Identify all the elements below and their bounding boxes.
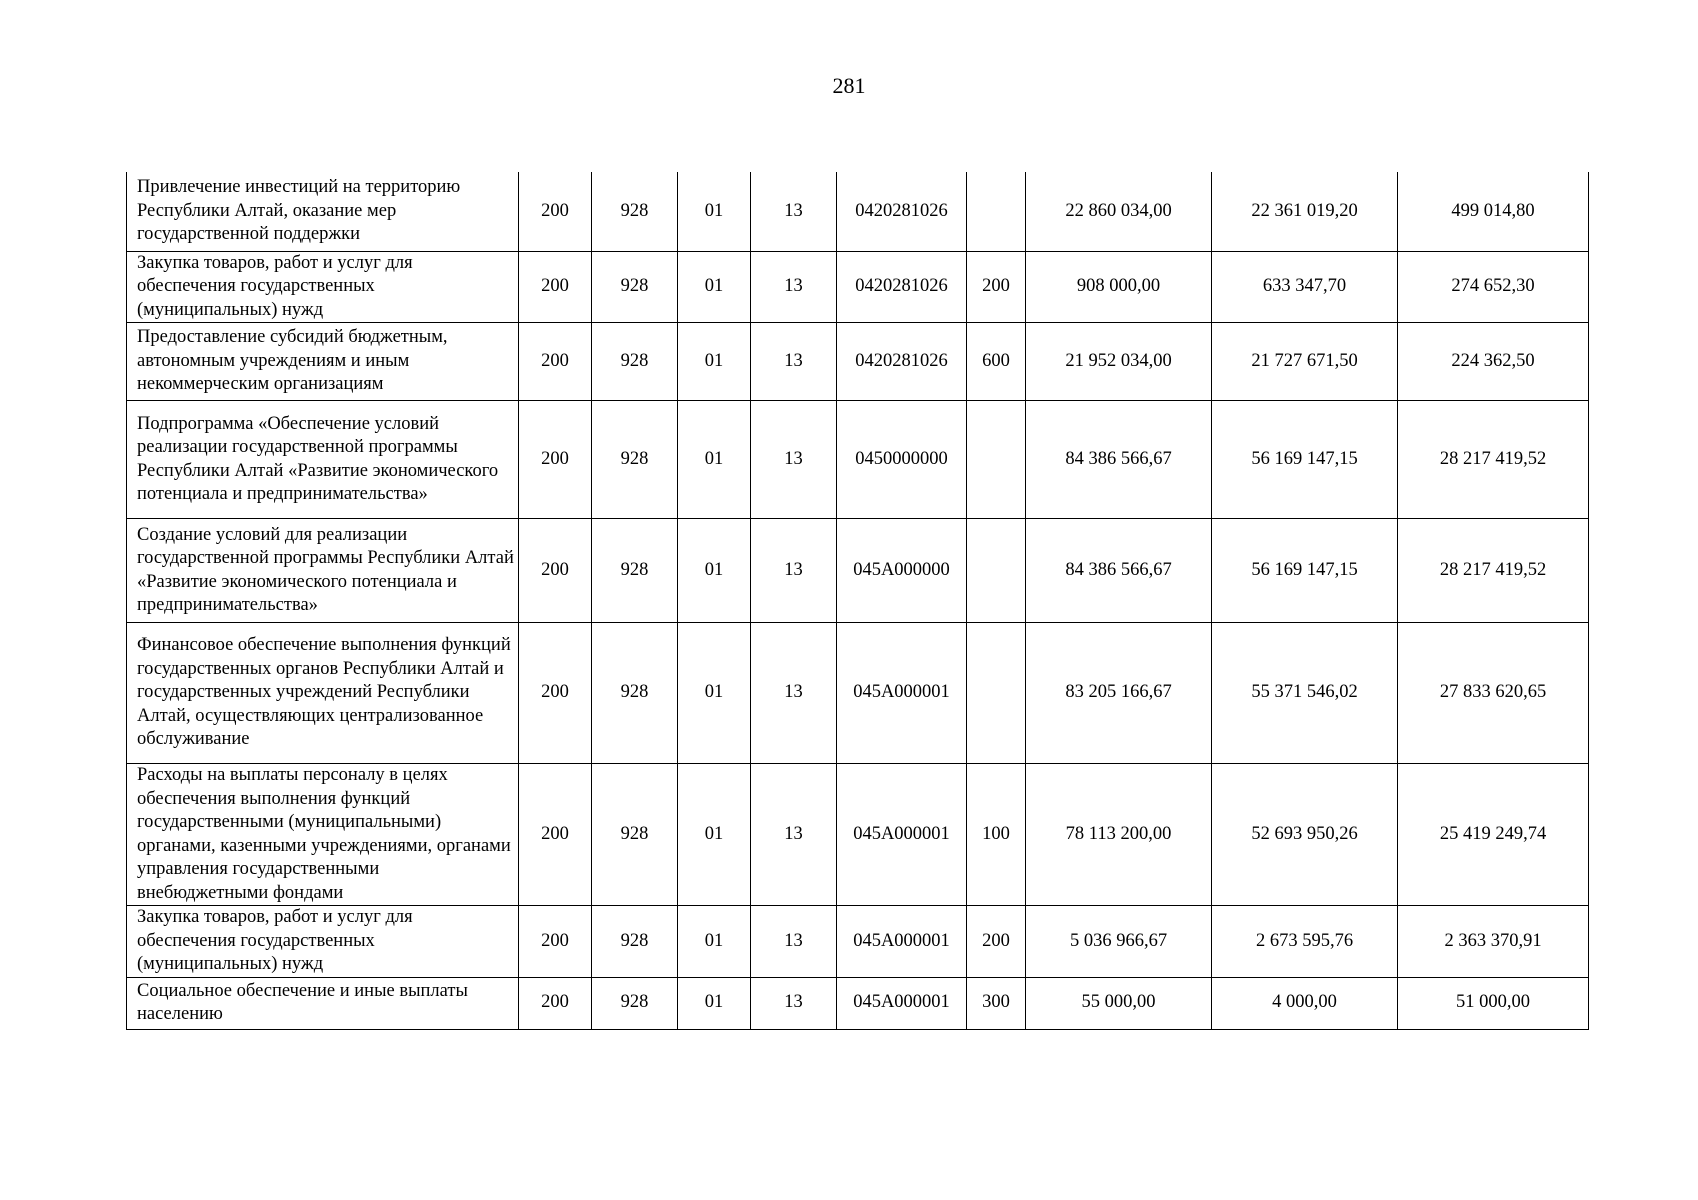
expense-type-cell: 600 [967, 323, 1026, 401]
code-cell: 200 [519, 172, 592, 251]
code-cell: 13 [751, 323, 837, 401]
amount-cell: 499 014,80 [1398, 172, 1589, 251]
amount-cell: 55 000,00 [1026, 977, 1212, 1029]
page-number: 281 [832, 73, 866, 98]
code-cell: 200 [519, 764, 592, 906]
code-cell: 13 [751, 172, 837, 251]
amount-cell: 84 386 566,67 [1026, 401, 1212, 519]
table-row [127, 519, 1589, 623]
table-row [127, 323, 1589, 401]
code-cell: 13 [751, 251, 837, 323]
target-article-cell: 0420281026 [837, 251, 967, 323]
amount-cell: 52 693 950,26 [1212, 764, 1398, 906]
target-article-cell: 045A000001 [837, 764, 967, 906]
code-cell: 01 [678, 519, 751, 623]
amount-cell: 83 205 166,67 [1026, 623, 1212, 764]
expense-type-cell: 200 [967, 251, 1026, 323]
expense-type-cell [967, 623, 1026, 764]
code-cell: 200 [519, 977, 592, 1029]
expense-type-cell: 100 [967, 764, 1026, 906]
target-article-cell: 0420281026 [837, 323, 967, 401]
amount-cell: 633 347,70 [1212, 251, 1398, 323]
amount-cell: 28 217 419,52 [1398, 519, 1589, 623]
code-cell: 13 [751, 519, 837, 623]
amount-cell: 56 169 147,15 [1212, 401, 1398, 519]
code-cell: 928 [592, 401, 678, 519]
amount-cell: 25 419 249,74 [1398, 764, 1589, 906]
amount-cell: 78 113 200,00 [1026, 764, 1212, 906]
code-cell: 01 [678, 623, 751, 764]
amount-cell: 22 860 034,00 [1026, 172, 1212, 251]
row-name: Предоставление субсидий бюджетным, автономным учреждениям и иным некоммерческим организациям [127, 323, 519, 401]
code-cell: 01 [678, 251, 751, 323]
code-cell: 928 [592, 172, 678, 251]
amount-cell: 51 000,00 [1398, 977, 1589, 1029]
expense-type-cell: 200 [967, 906, 1026, 978]
budget-table [126, 172, 1589, 1030]
code-cell: 13 [751, 906, 837, 978]
code-cell: 01 [678, 906, 751, 978]
code-cell: 200 [519, 323, 592, 401]
code-cell: 928 [592, 764, 678, 906]
amount-cell: 274 652,30 [1398, 251, 1589, 323]
expense-type-cell: 300 [967, 977, 1026, 1029]
amount-cell: 55 371 546,02 [1212, 623, 1398, 764]
target-article-cell: 0420281026 [837, 172, 967, 251]
table-row [127, 172, 1589, 251]
code-cell: 13 [751, 623, 837, 764]
code-cell: 01 [678, 172, 751, 251]
row-name: Социальное обеспечение и иные выплаты населению [127, 977, 519, 1029]
row-name: Создание условий для реализации государственной программы Республики Алтай «Развитие экономического потенциала и предпринимательства» [127, 519, 519, 623]
target-article-cell: 045A000001 [837, 623, 967, 764]
amount-cell: 4 000,00 [1212, 977, 1398, 1029]
code-cell: 200 [519, 519, 592, 623]
code-cell: 928 [592, 519, 678, 623]
amount-cell: 2 363 370,91 [1398, 906, 1589, 978]
amount-cell: 56 169 147,15 [1212, 519, 1398, 623]
amount-cell: 27 833 620,65 [1398, 623, 1589, 764]
code-cell: 13 [751, 401, 837, 519]
table-row [127, 401, 1589, 519]
row-name: Привлечение инвестиций на территорию Республики Алтай, оказание мер государственной поддержки [127, 172, 519, 251]
code-cell: 200 [519, 401, 592, 519]
amount-cell: 84 386 566,67 [1026, 519, 1212, 623]
code-cell: 928 [592, 977, 678, 1029]
amount-cell: 22 361 019,20 [1212, 172, 1398, 251]
code-cell: 928 [592, 323, 678, 401]
code-cell: 200 [519, 251, 592, 323]
code-cell: 01 [678, 764, 751, 906]
row-name: Закупка товаров, работ и услуг для обеспечения государственных (муниципальных) нужд [127, 251, 519, 323]
amount-cell: 21 727 671,50 [1212, 323, 1398, 401]
amount-cell: 28 217 419,52 [1398, 401, 1589, 519]
target-article-cell: 045A000001 [837, 906, 967, 978]
code-cell: 01 [678, 401, 751, 519]
amount-cell: 5 036 966,67 [1026, 906, 1212, 978]
target-article-cell: 045A000000 [837, 519, 967, 623]
code-cell: 928 [592, 251, 678, 323]
code-cell: 01 [678, 323, 751, 401]
row-name: Расходы на выплаты персоналу в целях обеспечения выполнения функций государственными (муниципальными) органами, казенными учреждениями, органами управления государственными внебюджетными фондами [127, 764, 519, 906]
code-cell: 928 [592, 906, 678, 978]
row-name: Подпрограмма «Обеспечение условий реализации государственной программы Республики Алтай «Развитие экономического потенциала и предпринимательства» [127, 401, 519, 519]
table-row [127, 906, 1589, 978]
code-cell: 13 [751, 764, 837, 906]
expense-type-cell [967, 401, 1026, 519]
row-name: Финансовое обеспечение выполнения функций государственных органов Республики Алтай и государственных учреждений Республики Алтай, осуществляющих централизованное обслуживание [127, 623, 519, 764]
expense-type-cell [967, 172, 1026, 251]
table-row [127, 251, 1589, 323]
target-article-cell: 045A000001 [837, 977, 967, 1029]
code-cell: 13 [751, 977, 837, 1029]
amount-cell: 2 673 595,76 [1212, 906, 1398, 978]
code-cell: 928 [592, 623, 678, 764]
amount-cell: 908 000,00 [1026, 251, 1212, 323]
code-cell: 200 [519, 906, 592, 978]
target-article-cell: 0450000000 [837, 401, 967, 519]
table-row [127, 764, 1589, 906]
code-cell: 200 [519, 623, 592, 764]
row-name: Закупка товаров, работ и услуг для обеспечения государственных (муниципальных) нужд [127, 906, 519, 978]
expense-type-cell [967, 519, 1026, 623]
code-cell: 01 [678, 977, 751, 1029]
table-row [127, 623, 1589, 764]
table-row [127, 977, 1589, 1029]
amount-cell: 21 952 034,00 [1026, 323, 1212, 401]
amount-cell: 224 362,50 [1398, 323, 1589, 401]
